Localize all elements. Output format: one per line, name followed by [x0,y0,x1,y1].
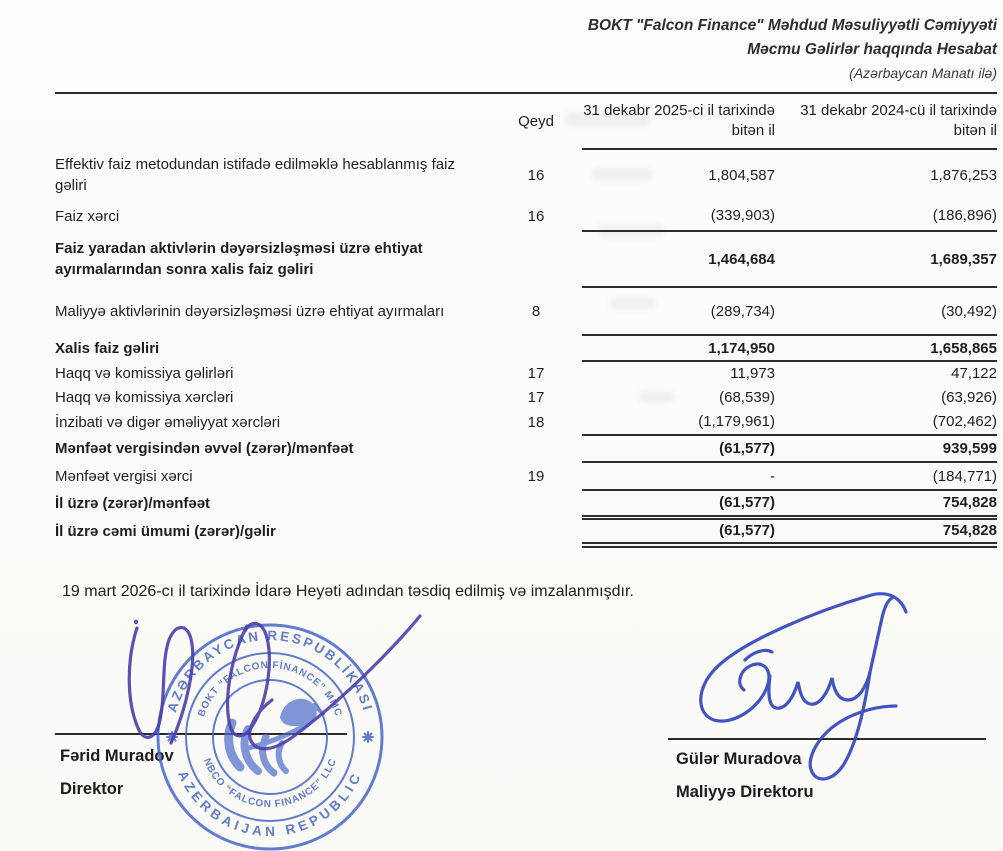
falcon-emblem-icon [229,699,323,773]
svg-text:AZERBAIJAN REPUBLIC [175,768,365,839]
row-value-2025: 1,464,684 [582,231,775,287]
company-name: BOKT "Falcon Finance" Məhdud Məsuliyyətli Cəmiyyəti [587,17,997,34]
signer-name-left: Fərid Muradov [60,747,174,765]
row-label: Haqq və komissiya gəlirləri [55,364,234,382]
svg-text:AZƏRBAYCAN RESPUBLİKASI [164,628,375,714]
company-stamp [158,625,382,849]
row-note: 19 [527,467,545,485]
table-row [55,517,997,545]
row-value-2024: 754,828 [775,517,997,545]
row-value-2024: (186,896) [775,201,997,231]
row-note: 16 [527,166,545,184]
income-statement-table [55,92,997,548]
stamp-text-inner-top: BOKT “FALCON FİNANCE” MMC [196,659,344,719]
row-label: Haqq və komissiya xərcləri [55,388,234,406]
row-label: Faiz xərci [55,207,120,225]
table-row [55,409,997,435]
signature-left-stroke [129,616,420,749]
row-label: Mənfəət vergisindən əvvəl (zərər)/mənfəət [55,440,354,457]
row-value-2025: (68,539) [719,388,775,406]
table-row [55,462,997,490]
row-value-2025: 1,804,587 [708,167,775,184]
row-value-2024: 1,876,253 [930,167,997,184]
table-row [55,231,997,287]
row-value-2025: (339,903) [582,201,775,231]
currency-note: (Azərbaycan Manatı ilə) [849,65,997,81]
table-row [55,201,997,231]
row-label: İl üzrə cəmi ümumi (zərər)/gəlir [55,522,276,540]
row-value-2024: 754,828 [775,490,997,517]
row-note: 18 [527,413,545,431]
table-header-row [55,93,997,149]
approval-note: 19 mart 2026-cı il tarixində İdarə Heyəti adından təsdiq edilmiş və imzalanmışdır. [62,583,634,600]
table-row [55,435,997,462]
report-title: Məcmu Gəlirlər haqqında Hesabat [747,41,997,58]
row-note [490,231,582,287]
svg-text:NBCO “FALCON FINANCE” LLC [201,757,339,810]
report-table-body [55,149,997,545]
signature-line-right [668,738,986,740]
row-value-2024: 939,599 [775,435,997,462]
row-label: Maliyyə aktivlərinin dəyərsizləşməsi üzrə ehtiyat ayırmaları [55,302,445,320]
row-label: İl üzrə (zərər)/mənfəət [55,495,211,512]
row-value-2024: (184,771) [775,462,997,490]
row-label: Effektiv faiz metodundan istifadə edilməklə hesablanmış faiz gəliri [55,156,455,194]
row-value-2025: (289,734) [582,287,775,335]
signer-name-right: Gülər Muradova [676,750,802,768]
column-header-2025: 31 dekabr 2025-ci il tarixində bitən il [582,93,775,149]
svg-text:BOKT “FALCON FİNANCE” MMC [196,659,343,719]
row-note: 8 [531,302,541,320]
row-note [490,490,582,517]
row-note [490,517,582,545]
row-note: 17 [527,364,545,382]
row-note: 17 [527,388,545,406]
row-value-2025: (61,577) [582,490,775,517]
table-row [55,385,997,409]
table-row [55,490,997,517]
signature-line-left [55,733,347,735]
row-value-2024: (63,926) [941,388,997,406]
table-row [55,361,997,385]
row-value-2025: 1,174,950 [582,335,775,361]
header-spacer [55,93,490,149]
table-row [55,335,997,361]
row-label: İnzibati və digər əməliyyat xərcləri [55,413,281,431]
signer-title-left: Direktor [60,780,124,798]
row-value-2024: (702,462) [775,409,997,435]
row-value-2025: 11,973 [730,365,775,382]
row-value-2025: (61,577) [582,435,775,462]
row-note [490,435,582,462]
table-row [55,287,997,335]
table-row [55,149,997,201]
stamp-text-outer-bottom: AZERBAIJAN REPUBLIC [175,768,365,840]
document-header [357,14,997,85]
row-label: Mənfəət vergisi xərci [55,467,193,485]
row-value-2025: - [582,462,775,490]
row-label: Faiz yaradan aktivlərin dəyərsizləşməsi üzrə ehtiyat ayırmalarından sonra xalis faiz gəliri [55,240,423,278]
stamp-rings [158,625,382,849]
column-header-note: Qeyd [518,113,554,130]
row-value-2025: (61,577) [582,517,775,545]
row-note [490,335,582,361]
row-value-2024: 47,122 [951,365,997,382]
row-value-2024: 1,658,865 [775,335,997,361]
row-note: 16 [527,207,545,225]
row-value-2024: (30,492) [775,287,997,335]
column-header-2024: 31 dekabr 2024-cü il tarixində bitən il [775,93,997,149]
signer-title-right: Maliyyə Direktoru [676,783,814,801]
row-value-2025: (1,179,961) [582,409,775,435]
stamp-text-outer-top: AZƏRBAYCAN RESPUBLİKASI [164,627,376,715]
row-value-2024: 1,689,357 [775,231,997,287]
stamp-text-inner-bottom: NBCO “FALCON FINANCE” LLC [200,756,340,811]
row-label: Xalis faiz gəliri [55,339,160,357]
